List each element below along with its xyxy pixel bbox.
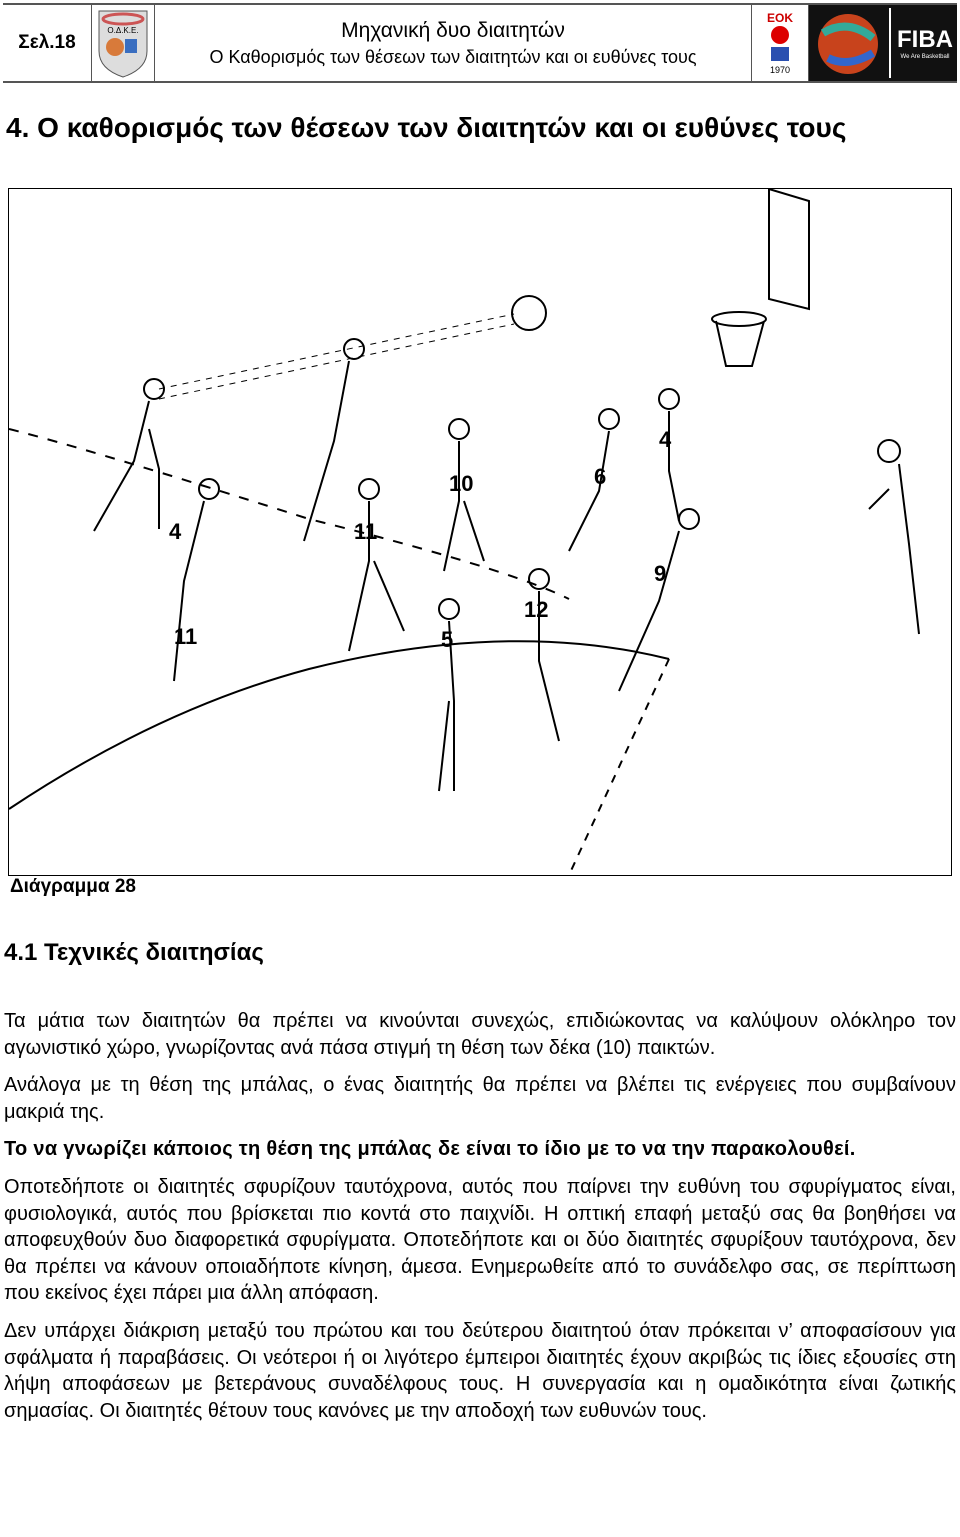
jersey-number: 11 xyxy=(354,519,378,544)
fiba-logo-text: FIBA xyxy=(897,26,953,53)
jersey-number: 9 xyxy=(654,561,667,586)
odke-logo xyxy=(92,5,155,81)
page-number: Σελ.18 xyxy=(3,5,92,81)
subsection-title: 4.1 Τεχνικές διαιτησίας xyxy=(4,939,264,966)
referee-positions-illustration xyxy=(8,188,952,876)
jersey-number: 6 xyxy=(594,464,607,489)
document-subtitle: Ο Καθορισμός των θέσεων των διαιτητών και οι ευθύνες τους xyxy=(209,46,697,67)
paragraph: Ανάλογα με τη θέση της μπάλας, ο ένας διαιτητής θα πρέπει να βλέπει τις ενέργειες που συμβαίνουν μακριά της. xyxy=(4,1074,956,1123)
fiba-tagline: We Are Basketball xyxy=(900,54,950,60)
figure-caption: Διάγραμμα 28 xyxy=(10,876,136,897)
jersey-number: 4 xyxy=(659,427,672,452)
jersey-number: 4 xyxy=(169,519,182,544)
jersey-number: 5 xyxy=(441,627,454,652)
section-title: 4. Ο καθορισμός των θέσεων των διαιτητών και οι ευθύνες τους xyxy=(6,112,847,143)
odke-logo-text: Ο.Δ.Κ.Ε. xyxy=(107,26,139,35)
jersey-number: 10 xyxy=(449,471,474,496)
eok-year: 1970 xyxy=(769,65,791,75)
paragraph-emphasis: Το να γνωρίζει κάποιος τη θέση της μπάλας δε είναι το ίδιο με το να την παρακολουθεί. xyxy=(4,1138,856,1161)
paragraph: Δεν υπάρχει διάκριση μεταξύ του πρώτου και του δεύτερου διαιτητού όταν πρόκειται ν’ αποφασίσουν για σφάλματα ή παραβάσεις. Οι νεότεροι ή οι λιγότερο έμπειροι διαιτητές έχουν ακριβώς τις ίδιες εξουσίες στη λήψη αποφάσεων με βετεράνους συναδέλφους τους. Η συνεργασία και η ομαδικότητα είναι ζωτικής σημασίας. Οι διαιτητές θέτουν τους κανόνες με την αποδοχή των ευθυνών τους. xyxy=(4,1319,956,1422)
body-text xyxy=(4,1008,956,1435)
page-header xyxy=(3,3,957,83)
eok-logo xyxy=(752,5,809,81)
paragraph: Τα μάτια των διαιτητών θα πρέπει να κινούνται συνεχώς, επιδιώκοντας να καλύψουν ολόκληρο τον αγωνιστικό χώρο, γνωρίζοντας ανά πάσα στιγμή τη θέση των δέκα (10) παικτών. xyxy=(4,1010,956,1059)
fiba-logo xyxy=(809,5,957,81)
jersey-number: 12 xyxy=(524,597,549,622)
jersey-number: 11 xyxy=(174,624,198,649)
header-titles xyxy=(155,5,752,81)
paragraph: Οποτεδήποτε οι διαιτητές σφυρίζουν ταυτόχρονα, αυτός που παίρνει την ευθύνη του σφυρίγματος είναι, φυσιολογικά, αυτός που βρίσκεται πιο κοντά στο παιχνίδι. Η οπτική επαφή μεταξύ σας θα βοηθήσει να αποφευχθούν δυο διαφορετικά σφυρίγματα. Οποτεδήποτε και οι δύο διαιτητές σφυρίξουν ταυτόχρονα, δεν θα πρέπει να κάνουν οποιαδήποτε κίνηση, άμεσα. Ενημερωθείτε από το συνάδελφο σας, σε περίπτωση που εκείνος έχει πάρει μια άλλη απόφαση. xyxy=(4,1175,956,1305)
document-title: Μηχανική δυο διαιτητών xyxy=(341,18,565,42)
eok-logo-text: ΕΟΚ xyxy=(766,11,793,25)
